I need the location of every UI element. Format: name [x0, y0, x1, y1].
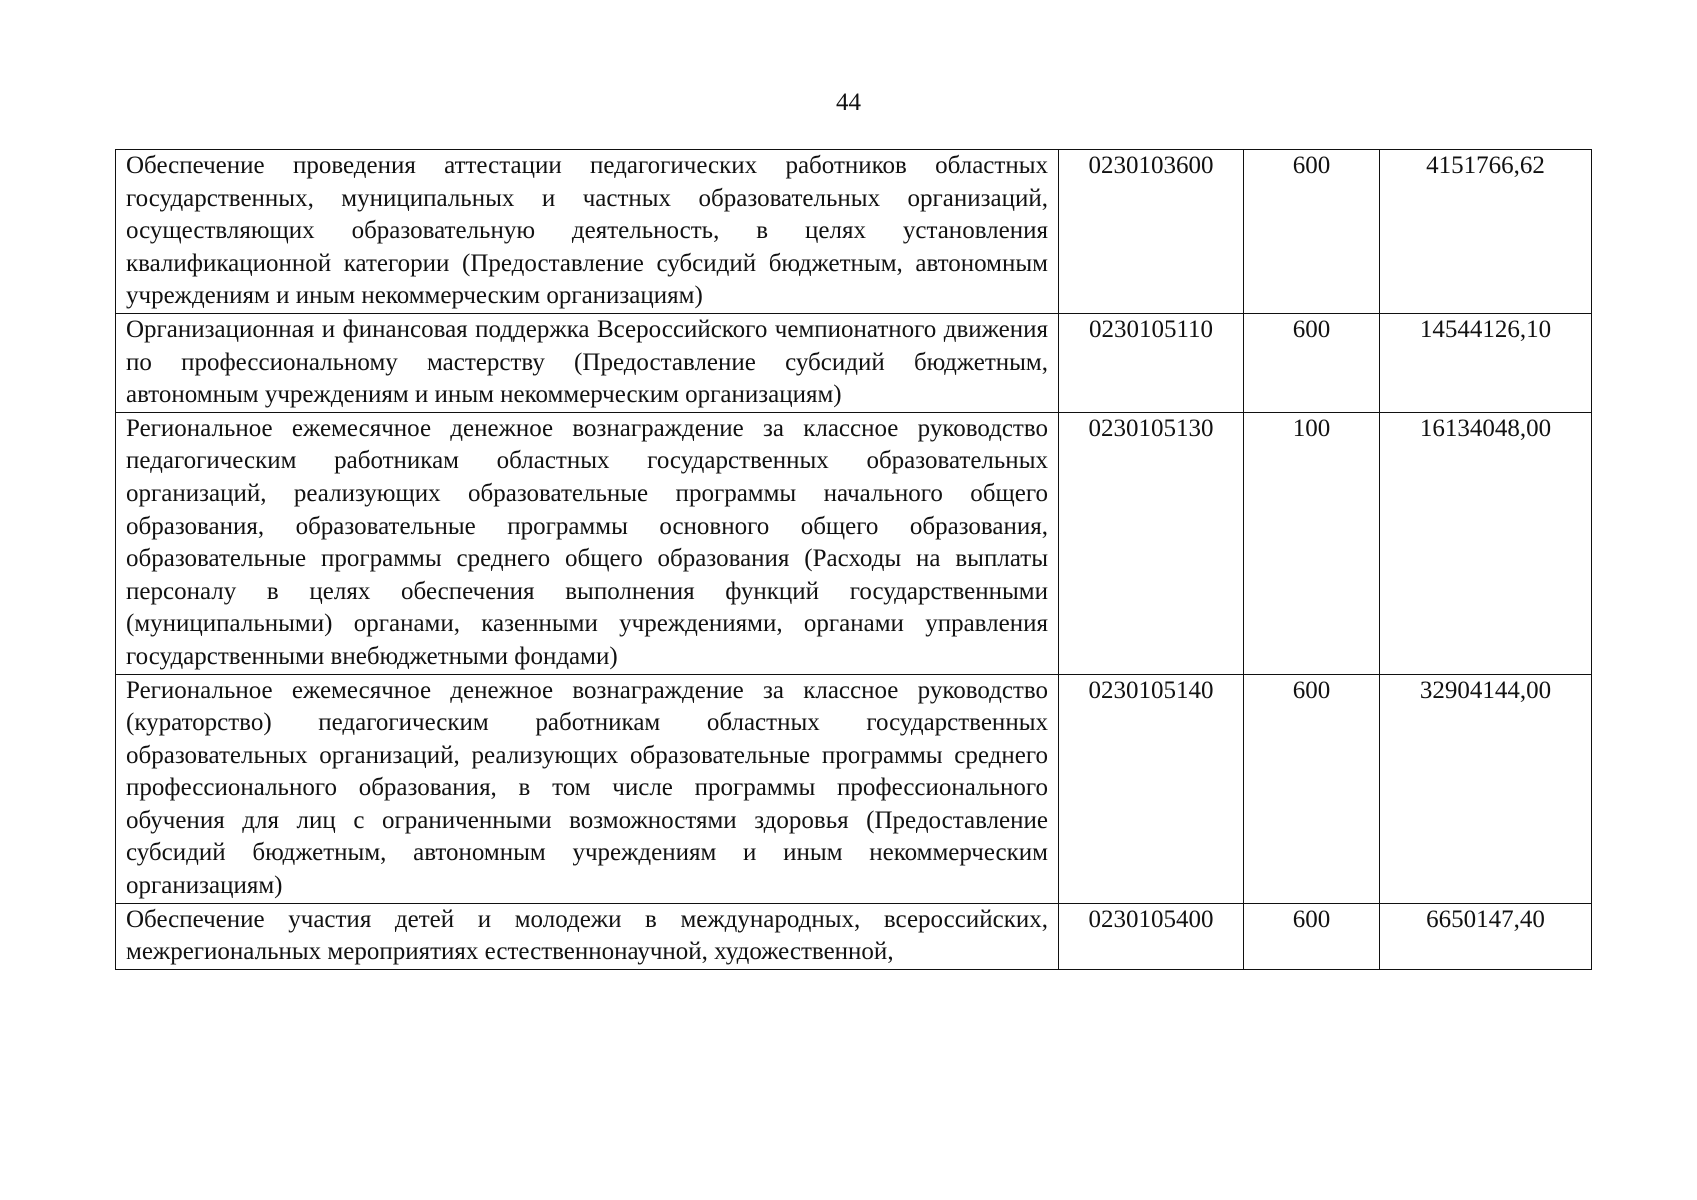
- row-description: Региональное ежемесячное денежное вознаграждение за классное руководство педагогическим работникам областных государственных образовательных организаций, реализующих образовательные программы начального общего образования, образовательные программы основного общего образования, образовательные программы среднего общего образования (Расходы на выплаты персоналу в целях обеспечения выполнения функций государственными (муниципальными) органами, казенными учреждениями, органами управления государственными внебюджетными фондами): [116, 412, 1059, 674]
- row-expense-kind: 600: [1244, 674, 1380, 903]
- table-row: [116, 903, 1592, 969]
- row-amount: 32904144,00: [1380, 674, 1592, 903]
- row-expense-kind: 600: [1244, 903, 1380, 969]
- row-description: Организационная и финансовая поддержка Всероссийского чемпионатного движения по профессиональному мастерству (Предоставление субсидий бюджетным, автономным учреждениям и иным некоммерческим организациям): [116, 313, 1059, 412]
- row-target-code: 0230103600: [1059, 150, 1244, 314]
- table-row: [116, 412, 1592, 674]
- row-target-code: 0230105110: [1059, 313, 1244, 412]
- row-amount: 4151766,62: [1380, 150, 1592, 314]
- row-description: Обеспечение участия детей и молодежи в международных, всероссийских, межрегиональных мероприятиях естественнонаучной, художественной,: [116, 903, 1059, 969]
- row-target-code: 0230105400: [1059, 903, 1244, 969]
- row-expense-kind: 600: [1244, 313, 1380, 412]
- table-row: [116, 313, 1592, 412]
- table-row: [116, 150, 1592, 314]
- row-description: Обеспечение проведения аттестации педагогических работников областных государственных, муниципальных и частных образовательных организаций, осуществляющих образовательную деятельность, в целях установления квалификационной категории (Предоставление субсидий бюджетным, автономным учреждениям и иным некоммерческим организациям): [116, 150, 1059, 314]
- budget-table: [115, 149, 1592, 970]
- row-amount: 6650147,40: [1380, 903, 1592, 969]
- row-expense-kind: 600: [1244, 150, 1380, 314]
- row-amount: 14544126,10: [1380, 313, 1592, 412]
- row-target-code: 0230105140: [1059, 674, 1244, 903]
- table-row: [116, 674, 1592, 903]
- row-amount: 16134048,00: [1380, 412, 1592, 674]
- row-description: Региональное ежемесячное денежное вознаграждение за классное руководство (кураторство) педагогическим работникам областных государственных образовательных организаций, реализующих образовательные программы среднего профессионального образования, в том числе программы профессионального обучения для лиц с ограниченными возможностями здоровья (Предоставление субсидий бюджетным, автономным учреждениям и иным некоммерческим организациям): [116, 674, 1059, 903]
- row-expense-kind: 100: [1244, 412, 1380, 674]
- row-target-code: 0230105130: [1059, 412, 1244, 674]
- page-number: 44: [836, 89, 861, 116]
